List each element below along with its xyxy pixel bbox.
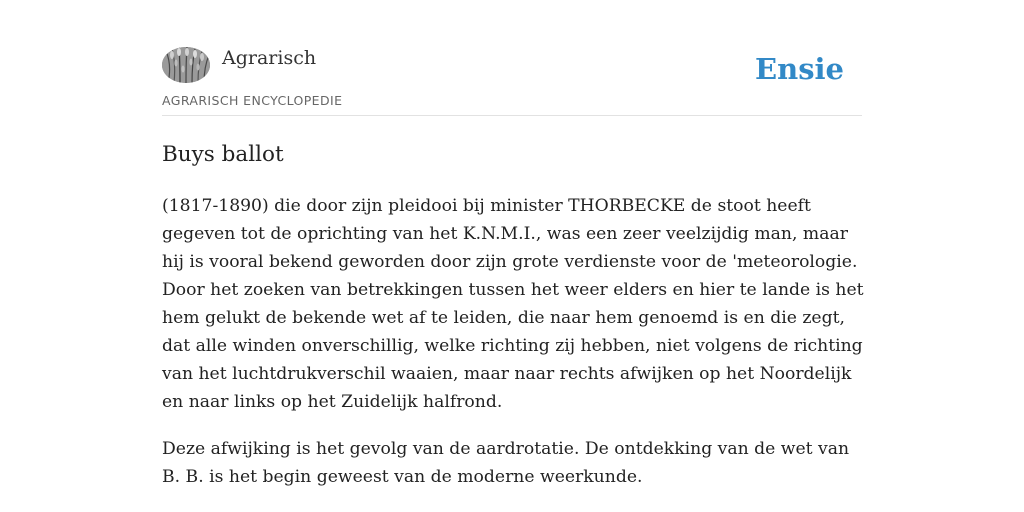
header [162, 46, 862, 116]
article-title: Buys ballot [162, 142, 284, 167]
header-divider [162, 115, 862, 116]
article-paragraph: Deze afwijking is het gevolg van de aardrotatie. De ontdekking van de wet van B. B. is het begin geweest van de moderne weerkunde. [162, 439, 850, 487]
source-subtitle: AGRARISCH ENCYCLOPEDIE [162, 93, 343, 108]
article-paragraph: (1817-1890) die door zijn pleidooi bij minister THORBECKE de stoot heeft gegeven tot de oprichting van het K.N.M.I., was een zeer veelzijdig man, maar hij is vooral bekend geworden door zijn grote verdienste voor de 'meteorologie. Door het zoeken van betrekkingen tussen het weer elders en hier te lande is het hem gelukt de bekende wet af te leiden, die naar hem genoemd is en die zegt, dat alle winden onverschillig, welke richting zij hebben, niet volgens de richting van het luchtdrukverschil waaien, maar naar rechts afwijken op het Noordelijk en naar links op het Zuidelijk halfrond. [162, 196, 864, 412]
source-name[interactable]: Agrarisch [222, 47, 317, 69]
article-body [162, 192, 866, 510]
wheat-logo-icon[interactable] [162, 47, 210, 83]
brand-logo-link[interactable]: Ensie [755, 52, 844, 86]
